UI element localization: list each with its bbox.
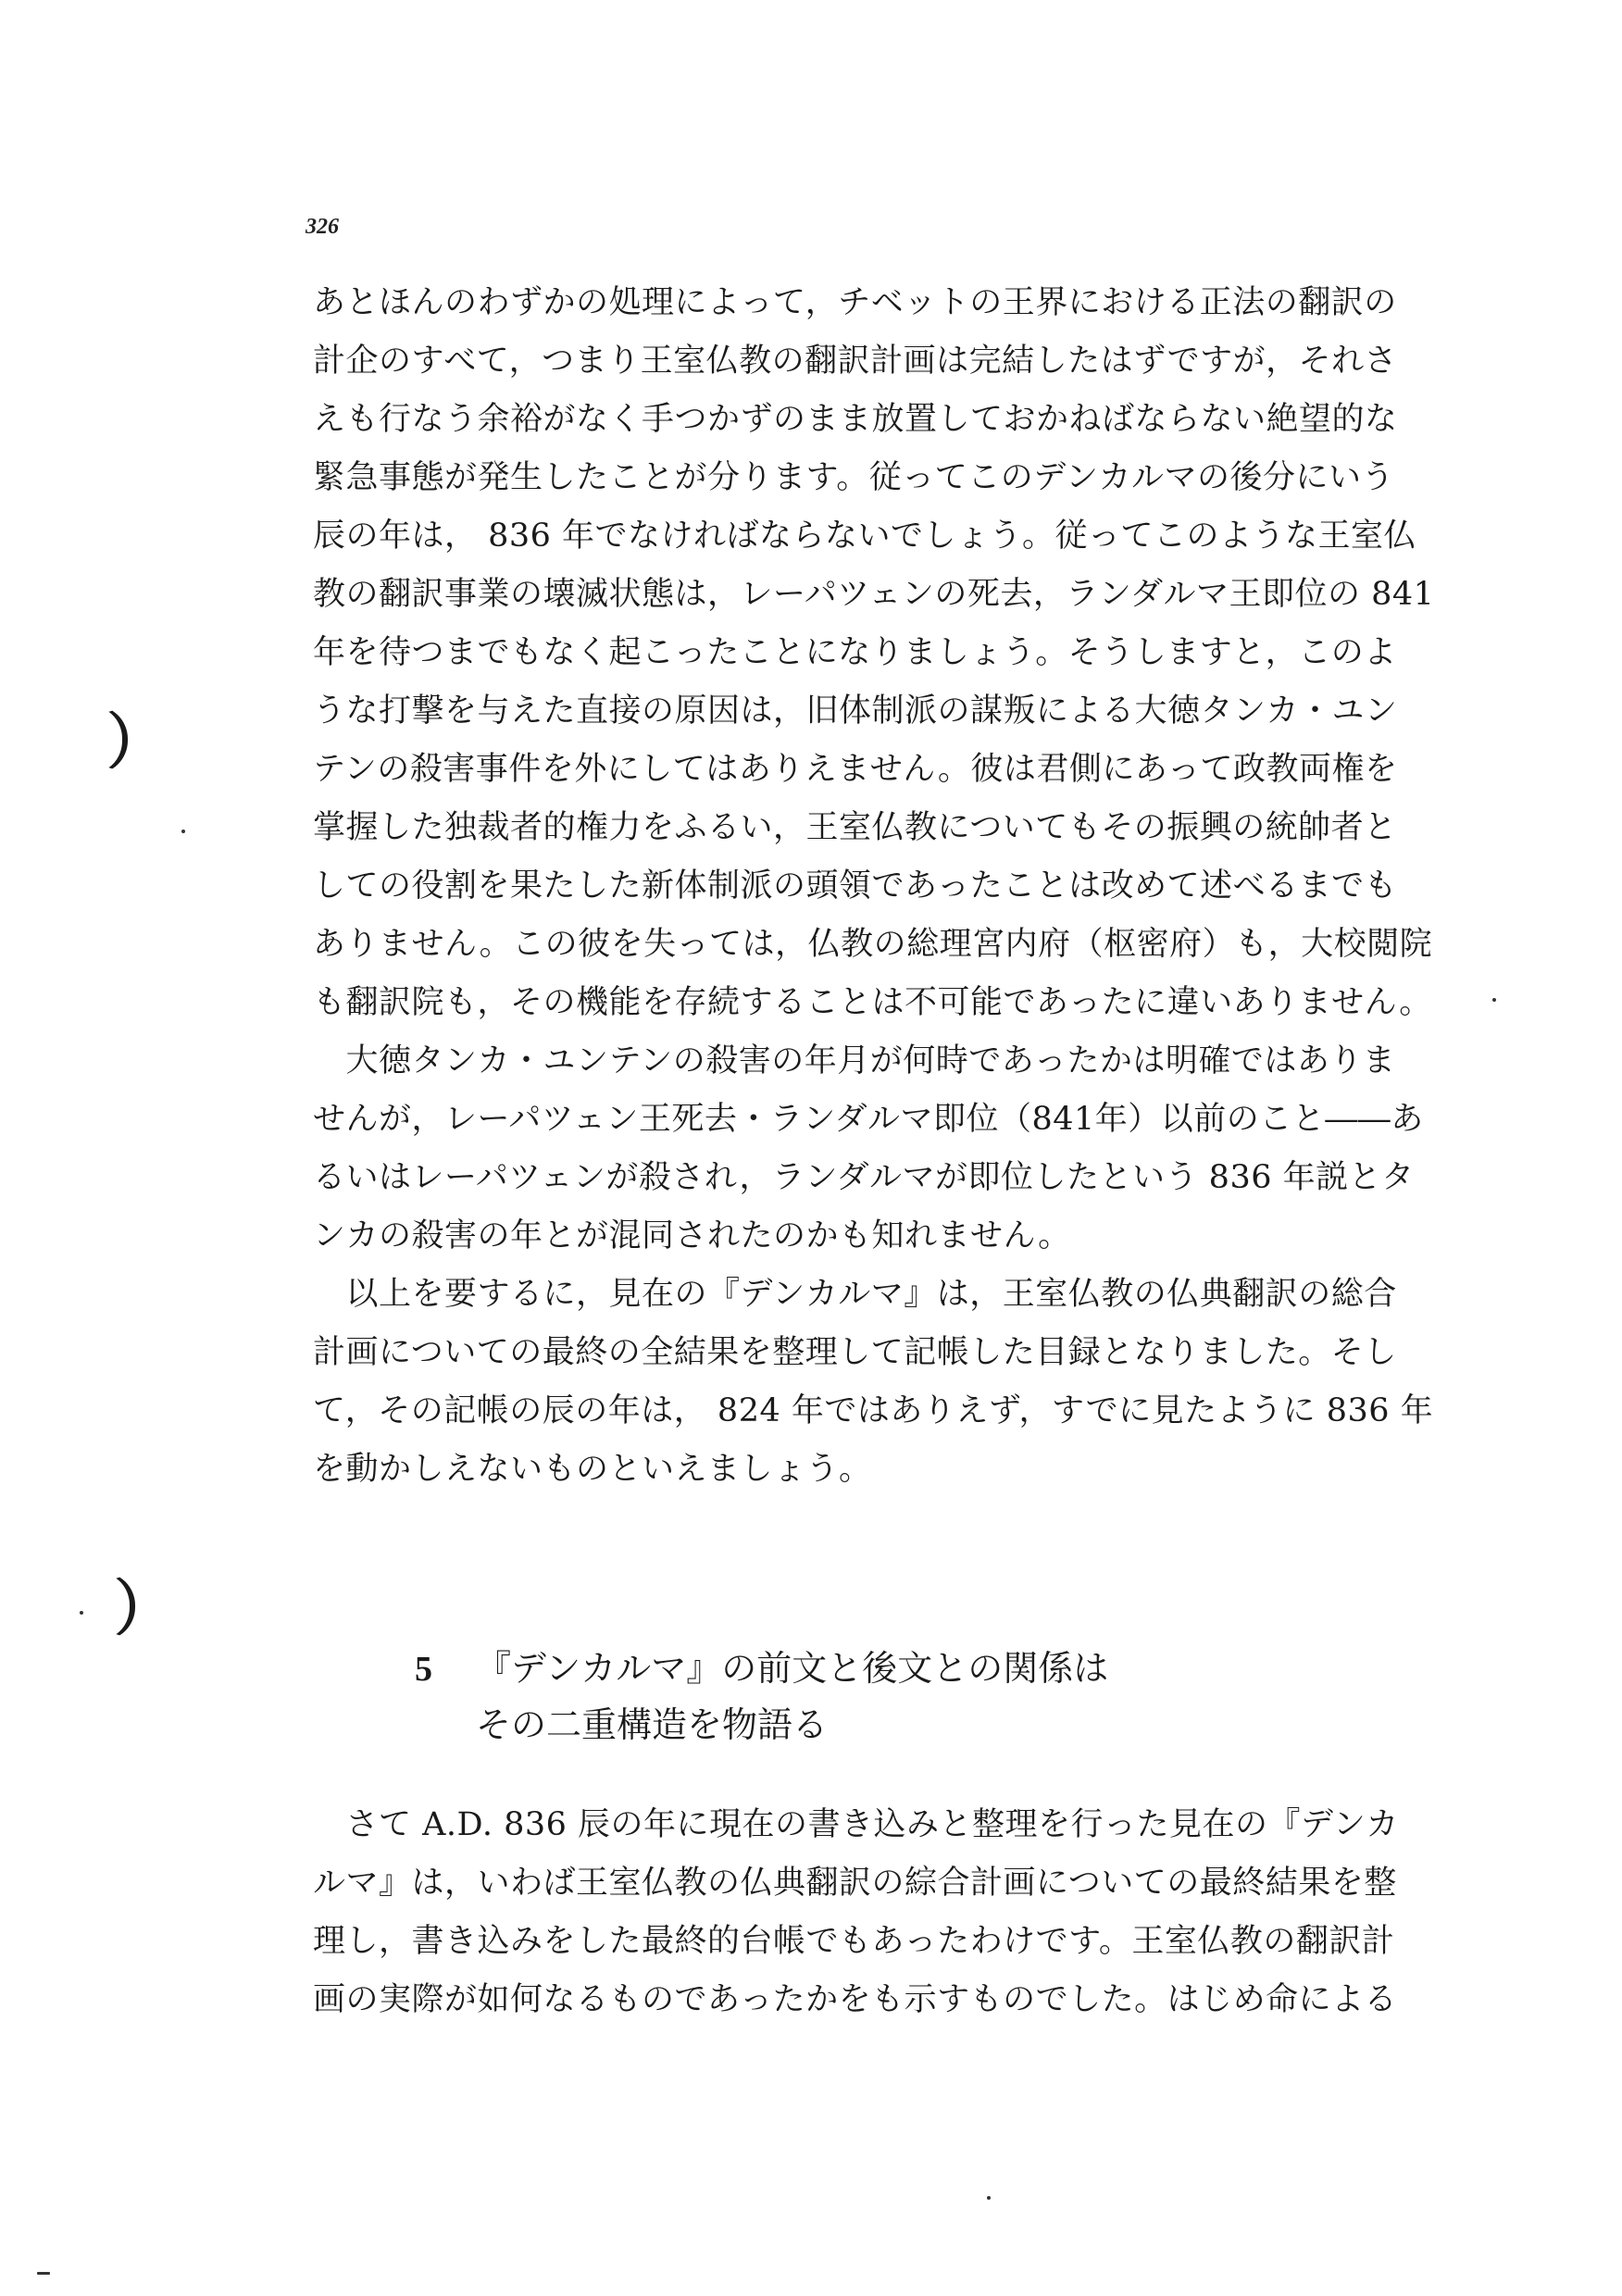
text-line: るいはレーパツェンが殺され，ランダルマが即位したという 836 年説とタ <box>313 1159 1415 1196</box>
text-line: えも行なう余裕がなく手つかずのまま放置しておかねばならない絶望的な <box>313 401 1398 438</box>
text-line: ンカの殺害の年とが混同されたのかも知れません。 <box>313 1217 1071 1254</box>
text-line: 理し，書き込みをした最終的台帳でもあったわけです。王室仏教の翻訳計 <box>313 1923 1395 1960</box>
section-heading-line-1 <box>415 1641 1108 1697</box>
section-body-text <box>313 1796 1452 2029</box>
text-line: 大徳タンカ・ユンテンの殺害の年月が何時であったかは明確ではありま <box>313 1042 1396 1079</box>
text-line: 画の実際が如何なるものであったかをも示すものでした。はじめ命による <box>313 1981 1398 2018</box>
text-line: 年を待つまでもなく起こったことになりましょう。そうしますと，このよ <box>313 634 1397 671</box>
text-line: ありません。この彼を失っては，仏教の総理宮内府（枢密府）も，大校閲院 <box>313 926 1433 963</box>
text-line: しての役割を果たした新体制派の頭領であったことは改めて述べるまでも <box>313 867 1398 905</box>
section-subtitle: その二重構造を物語る <box>476 1704 829 1745</box>
text-line: あとほんのわずかの処理によって，チベットの王界における正法の翻訳の <box>313 284 1397 321</box>
section-title: 『デンカルマ』の前文と後文との関係は <box>476 1648 1109 1689</box>
section-number: 5 <box>415 1650 432 1689</box>
text-line: うな打撃を与えた直接の原因は，旧体制派の謀叛による大徳タンカ・ユン <box>313 693 1398 730</box>
text-line: 以上を要するに，見在の『デンカルマ』は，王室仏教の仏典翻訳の総合 <box>313 1276 1397 1313</box>
text-line: 辰の年は， 836 年でなければならないでしょう。従ってこのような王室仏 <box>313 518 1417 555</box>
section-heading <box>415 1641 1108 1753</box>
body-text <box>313 274 1452 1499</box>
text-line: テンの殺害事件を外にしてはありえません。彼は君側にあって政教両権を <box>313 751 1398 788</box>
binder-hole-mark <box>102 1572 135 1641</box>
text-line: 緊急事態が発生したことが分ります。従ってこのデンカルマの後分にいう <box>313 459 1395 496</box>
scan-speck <box>37 2272 50 2275</box>
text-line: も翻訳院も，その機能を存続することは不可能であったに違いありません。 <box>313 984 1432 1021</box>
text-line: せんが，レーパツェン王死去・ランダルマ即位（841年）以前のこと――あ <box>313 1101 1424 1138</box>
scan-speck <box>987 2196 991 2200</box>
page-number: 326 <box>306 215 339 239</box>
text-line: て，その記帳の辰の年は， 824 年ではありえず，すでに見たように 836 年 <box>313 1392 1434 1429</box>
text-line: 計企のすべて，つまり王室仏教の翻訳計画は完結したはずですが，それさ <box>313 343 1398 380</box>
text-line: ルマ』は，いわば王室仏教の仏典翻訳の綜合計画についての最終結果を整 <box>313 1865 1397 1902</box>
scan-speck <box>1492 998 1496 1002</box>
scan-speck <box>181 830 185 833</box>
text-line: を動かしえないものといえましょう。 <box>313 1451 872 1488</box>
text-line: 掌握した独裁者的権力をふるい，王室仏教についてもその振興の統帥者と <box>313 809 1397 846</box>
text-line: 計画についての最終の全結果を整理して記帳した目録となりました。そし <box>313 1334 1397 1371</box>
scan-speck <box>80 1611 83 1615</box>
text-line: さて A.D. 836 辰の年に現在の書き込みと整理を行った見在の『デンカ <box>313 1806 1399 1843</box>
binder-hole-mark <box>94 705 128 774</box>
text-line: 教の翻訳事業の壊滅状態は，レーパツェンの死去，ランダルマ王即位の 841 <box>313 576 1435 613</box>
